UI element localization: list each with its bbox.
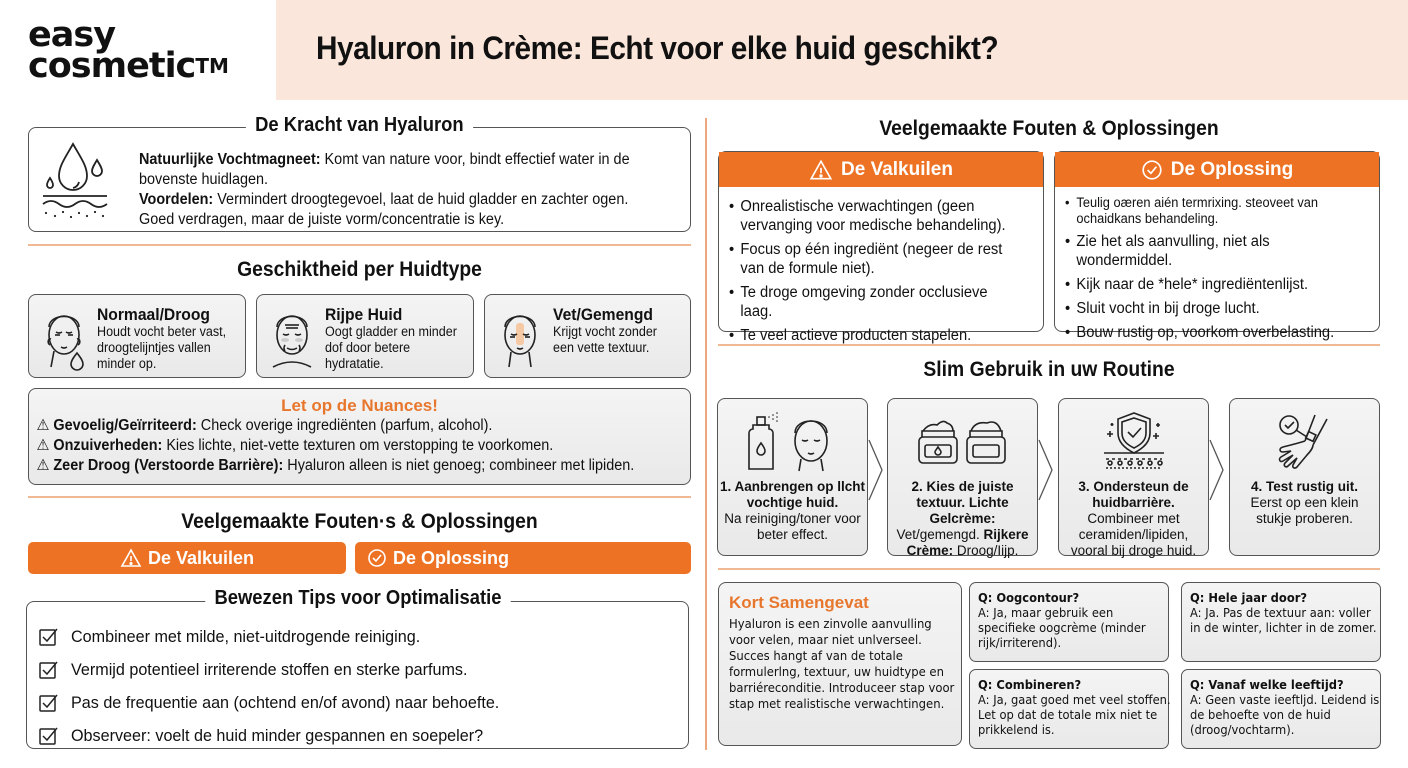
oplossing-item: • Kijk naar de *hele* ingrediëntenlijst. xyxy=(1065,275,1358,294)
skin-card-title: Rijpe Huid xyxy=(325,305,403,324)
check-circle-icon xyxy=(1141,159,1163,181)
faq-item-oogcontour xyxy=(969,582,1169,662)
trademark: TM xyxy=(195,54,229,78)
fouten-left-title: Veelgemaakte Fouten·s & Oplossingen xyxy=(181,510,538,533)
faq-item-leeftijd xyxy=(1181,669,1381,749)
tip-text: Pas de frequentie aan (ochtend en/of avond) naar behoefte. xyxy=(71,692,500,712)
nuance-label: Onzuiverheden: xyxy=(53,437,163,454)
tip-item xyxy=(39,719,522,752)
skin-card-rijpe-huid xyxy=(256,294,474,378)
oplossing-button[interactable] xyxy=(355,542,691,574)
nuance-text: Check overige ingrediënten (parfum, alcohol). xyxy=(196,417,493,434)
warning-icon: ⚠ xyxy=(36,417,54,434)
routine-step-3 xyxy=(1058,398,1209,556)
step-desc: Combineer met ceramiden/lipiden, vooral bij droge huid. xyxy=(1070,511,1197,558)
valkuil-item: • Onrealistische verwachtingen (geen vervanging voor medische behandeling). xyxy=(729,197,1022,235)
routine-step-1 xyxy=(717,398,868,556)
tip-item xyxy=(39,653,522,686)
step-desc: Na reiniging/toner voor beter effect. xyxy=(724,511,861,542)
warning-icon: ⚠ xyxy=(36,437,54,454)
oplossing-card xyxy=(1054,151,1380,341)
step-title: 3. Ondersteun de huidbarrière. xyxy=(1078,479,1189,510)
kracht-text-2: Vermindert droogtegevoel, laat de huid gladder en zachter ogen. Goed verdragen, maar de juiste vorm/concentratie is key. xyxy=(139,191,629,228)
oplossing-head-label: De Oplossing xyxy=(1170,158,1294,180)
oplossing-item: • Sluit vocht in bij droge lucht. xyxy=(1065,299,1358,318)
kracht-text-1: Komt van nature voor, bindt effectief water in de bovenste huidlagen. xyxy=(139,151,630,188)
routine-step-2 xyxy=(887,398,1038,556)
cream-jars-icon xyxy=(888,407,1037,475)
valkuil-item: • Te veel actieve producten stapelen. xyxy=(729,326,1022,345)
faq-answer: A: Ja. Pas de textuur aan: voller in de winter, lichter in de zomer. xyxy=(1190,605,1377,635)
skin-card-title: Vet/Gemengd xyxy=(553,305,653,324)
fouten-right-title: Veelgemaakte Fouten & Oplossingen xyxy=(879,117,1219,140)
brand-line-2: cosmetic xyxy=(28,46,196,86)
skin-card-title: Normaal/Droog xyxy=(97,305,210,324)
valkuil-item: • Focus op één ingrediënt (negeer de rest van de formule niet). xyxy=(729,240,1022,278)
warning-icon: ⚠ xyxy=(36,457,54,474)
kracht-title: De Kracht van Hyaluron xyxy=(246,114,473,137)
tip-text: Combineer met milde, niet-uitdrogende reiniging. xyxy=(71,626,421,646)
brand-logo xyxy=(28,15,229,86)
oplossing-item: • Teulig oæren aién termrixing. steoveet van ochaidkans behandeling. xyxy=(1065,195,1358,227)
page-title: Hyaluron in Crème: Echt voor elke huid geschikt? xyxy=(316,30,999,66)
nuance-text: Kies lichte, niet-vette texturen om verstopping te voorkomen. xyxy=(162,437,554,454)
checkbox-checked-icon xyxy=(39,627,59,647)
summary-panel xyxy=(718,582,962,746)
nuance-item xyxy=(29,436,644,456)
routine-title: Slim Gebruik in uw Routine xyxy=(923,358,1175,381)
oplossing-item: • Zie het als aanvulling, niet als wondermiddel. xyxy=(1065,232,1358,270)
step-desc: Eerst op een klein stukje proberen. xyxy=(1250,495,1359,526)
faq-question: Q: Oogcontour? xyxy=(978,590,1080,605)
kracht-panel xyxy=(28,114,691,232)
warning-icon xyxy=(120,548,142,568)
nuance-item xyxy=(29,456,644,476)
face-droplet-icon xyxy=(41,305,87,371)
routine-step-4 xyxy=(1229,398,1380,556)
chevron-right-icon xyxy=(869,440,883,500)
section-divider xyxy=(28,496,691,498)
step-title: 1. Aanbrengen op llcht vochtige huid. xyxy=(720,479,866,510)
kracht-text xyxy=(139,150,641,230)
step-desc-2: Droog/Iijp. xyxy=(953,543,1019,558)
tips-title: Bewezen Tips voor Optimalisatie xyxy=(205,587,510,610)
tip-item xyxy=(39,620,522,653)
nuance-item xyxy=(29,416,644,436)
patch-test-arm-icon xyxy=(1230,407,1379,475)
valkuil-item: • Te droge omgeving zonder occlusieve laag. xyxy=(729,283,1022,321)
valkuilen-head-label: De Valkuilen xyxy=(841,158,953,180)
water-drops-skin-icon xyxy=(41,138,111,223)
huidtype-title: Geschiktheid per Huidtype xyxy=(237,258,482,281)
skin-card-desc: Oogt gladder en minder dof door betere hydratatie. xyxy=(325,324,457,371)
tips-panel xyxy=(26,587,689,749)
warning-icon xyxy=(809,159,833,181)
chevron-right-icon xyxy=(1210,440,1224,500)
oplossing-label: De Oplossing xyxy=(393,547,510,568)
nuances-panel xyxy=(28,388,691,485)
summary-title: Kort Samengevat xyxy=(729,593,869,612)
valkuilen-button[interactable] xyxy=(28,542,346,574)
skin-card-desc: Krijgt vocht zonder een vette textuur. xyxy=(553,324,657,355)
kracht-label-2: Voordelen: xyxy=(139,191,214,208)
column-divider xyxy=(705,118,707,750)
nuance-label: Zeer Droog (Verstoorde Barrière): xyxy=(53,457,284,474)
step-desc: Vet/gemengd. xyxy=(896,527,984,542)
nuance-label: Gevoelig/Geïrriteerd: xyxy=(53,417,197,434)
kracht-label-1: Natuurlijke Vochtmagneet: xyxy=(139,151,321,168)
mature-face-icon xyxy=(269,305,315,371)
step-title: 4. Test rustig uit. xyxy=(1250,479,1358,494)
checkbox-checked-icon xyxy=(39,660,59,680)
valkuilen-label: De Valkuilen xyxy=(147,547,255,568)
checkbox-checked-icon xyxy=(39,726,59,746)
oplossing-header xyxy=(1055,152,1379,187)
faq-item-combineren xyxy=(969,669,1169,749)
section-divider xyxy=(28,244,691,246)
valkuilen-card xyxy=(718,151,1044,344)
oplossing-item: • Bouw rustig op, voorkom overbelasting. xyxy=(1065,323,1358,342)
spray-face-icon xyxy=(718,407,867,475)
brand-line-1: easy xyxy=(28,15,116,55)
nuances-title: Let op de Nuances! xyxy=(281,396,438,415)
faq-answer: A: Geen vaste ieeftljd. Leidend is de behoefte von de huid (droog/vochtarm). xyxy=(1190,692,1380,737)
chevron-right-icon xyxy=(1039,440,1053,500)
faq-question: Q: Hele jaar door? xyxy=(1190,590,1308,605)
faq-answer: A: Ja, maar gebruik een specifieke oogcrème (minder rijk/irriterend). xyxy=(978,605,1146,650)
skin-card-desc: Houdt vocht beter vast, droogtelijntjes vallen minder op. xyxy=(97,324,227,371)
faq-question: Q: Vanaf welke leeftijd? xyxy=(1190,677,1344,692)
skin-card-vet-gemengd xyxy=(484,294,691,378)
nuance-text: Hyaluron alleen is niet genoeg; combineer met lipiden. xyxy=(283,457,635,474)
section-divider xyxy=(718,568,1380,570)
faq-item-hele-jaar xyxy=(1181,582,1381,662)
shield-barrier-icon xyxy=(1059,407,1208,475)
faq-question: Q: Combineren? xyxy=(978,677,1082,692)
check-circle-icon xyxy=(367,548,387,568)
skin-card-normaal-droog xyxy=(28,294,246,378)
section-divider xyxy=(718,344,1380,346)
tip-text: Observeer: voelt de huid minder gespannen en soepeler? xyxy=(71,725,484,745)
face-tzone-icon xyxy=(497,305,543,371)
tip-text: Vermijd potentieel irriterende stoffen en sterke parfums. xyxy=(71,659,468,679)
valkuilen-header xyxy=(719,152,1043,187)
step-title: 2. Kies de juiste textuur. Lichte Gelcrème: xyxy=(911,479,1014,526)
tip-item xyxy=(39,686,522,719)
checkbox-checked-icon xyxy=(39,693,59,713)
faq-answer: A: Ja, gaat goed met veel stoffen. Let op dat de totale mix niet te prikkelend is. xyxy=(978,692,1171,737)
step-title-2: Rijkere Crème: xyxy=(906,527,1029,558)
summary-text: Hyaluron is een zinvolle aanvulling voor velen, maar niet unlverseel. Succes hangt af van de totale formulerlng, textuur, uw huidtype en barriéreconditie. Introduceer stap voor stap met realistische verwachtingen. xyxy=(729,616,955,711)
